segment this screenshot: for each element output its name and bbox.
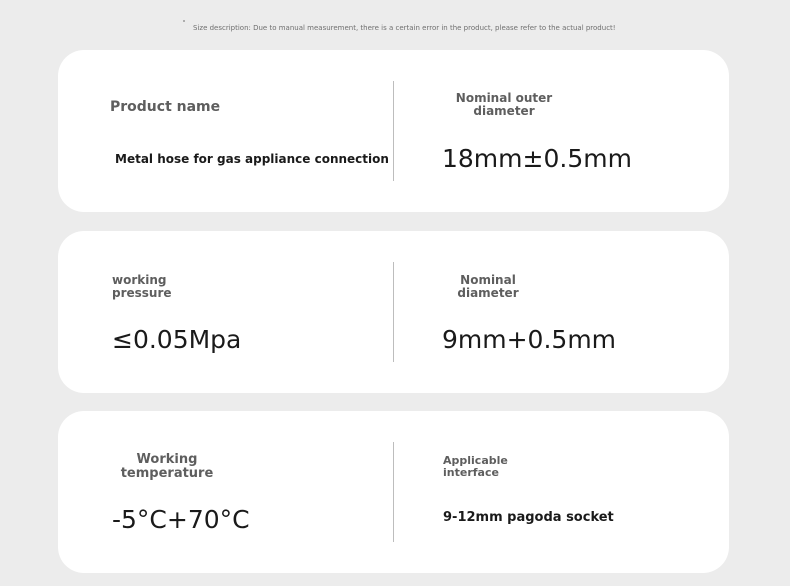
nominal-diameter-value: 9mm+0.5mm [442,325,617,354]
card-divider [393,442,394,542]
applicable-interface-label: Applicable interface [443,454,508,479]
working-temperature-value: -5°C+70°C [112,505,250,534]
card-divider [393,262,394,362]
nominal-outer-diameter-label: Nominal outer diameter [455,91,553,118]
product-name-label: Product name [110,99,221,115]
nominal-diameter-label: Nominal diameter [457,273,519,300]
working-pressure-label: working pressure [112,273,172,300]
applicable-interface-value: 9-12mm pagoda socket [443,510,614,525]
product-name-value: Metal hose for gas appliance connection [115,152,389,166]
size-description-note: Size description: Due to manual measurement, there is a certain error in the product, please refer to the actual product! [193,24,616,32]
spec-card-working-pressure [58,231,729,393]
working-pressure-value: ≤0.05Mpa [112,325,242,354]
spec-card-product-name [58,50,729,212]
nominal-outer-diameter-value: 18mm±0.5mm [442,144,632,173]
card-divider [393,81,394,181]
spec-card-working-temperature [58,411,729,573]
working-temperature-label: Working temperature [120,452,214,481]
decorative-dot [183,20,185,22]
